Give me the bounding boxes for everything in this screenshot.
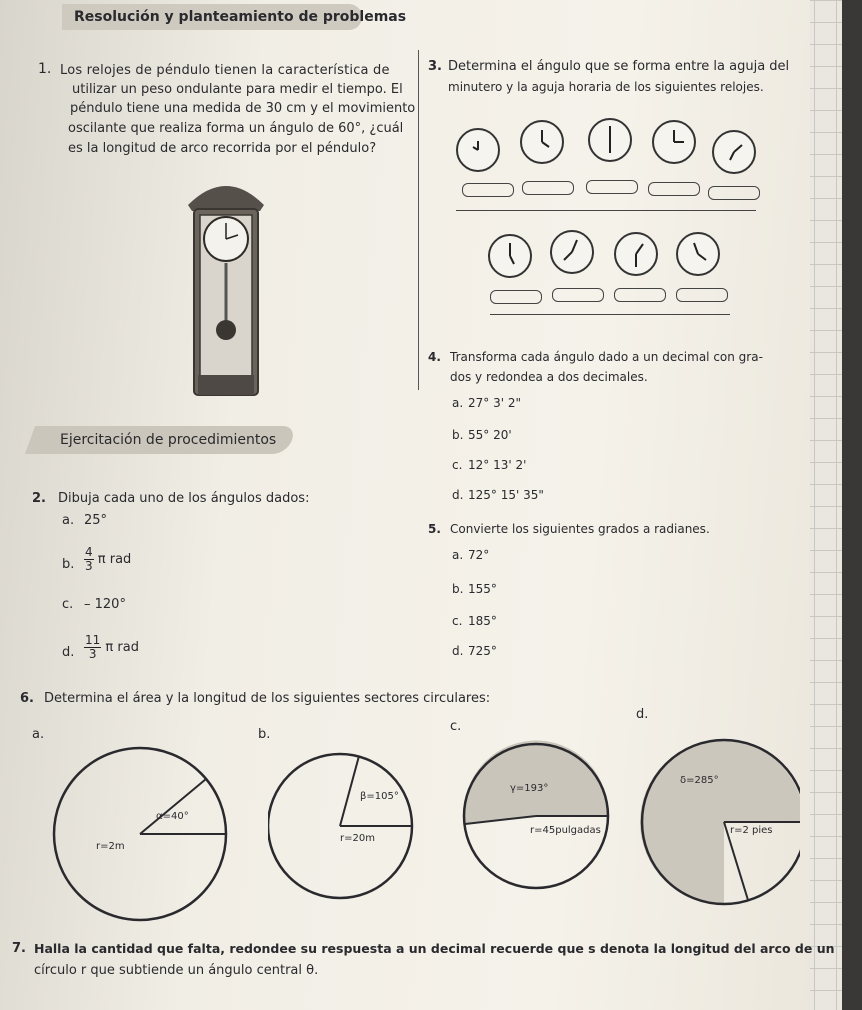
answer-box[interactable] [586, 180, 638, 194]
pendulum-clock-illustration [180, 175, 272, 405]
problem2-number: 2. [32, 491, 46, 506]
angle-unit: π rad [105, 640, 139, 655]
sector-radius: r=20m [340, 833, 375, 844]
problem6-text: Determina el área y la longitud de los siguientes sectores circulares: [44, 691, 491, 706]
item-label: b. [452, 582, 464, 596]
sector-diagram-d [640, 726, 800, 916]
angle-value: 155° [468, 582, 497, 596]
item-label: d. [452, 644, 464, 658]
answer-box[interactable] [614, 288, 666, 302]
problem1-number: 1. [38, 61, 52, 77]
problem3-number: 3. [428, 59, 442, 74]
angle-value: 72° [468, 548, 490, 562]
problem6-number: 6. [20, 691, 34, 706]
angle-value: 27° 3' 2" [468, 396, 521, 410]
problem4-line: dos y redondea a dos decimales. [450, 370, 648, 384]
problem3-line: Determina el ángulo que se forma entre la aguja del [448, 59, 790, 74]
problem4-number: 4. [428, 350, 441, 364]
angle-value-fraction [84, 546, 131, 573]
problem1-line: péndulo tiene una medida de 30 cm y el movimiento [70, 101, 416, 116]
answer-box[interactable] [648, 182, 700, 196]
answer-line [456, 210, 756, 211]
angle-value: 55° 20' [468, 428, 512, 442]
sector-label: c. [450, 719, 462, 734]
problem4-line: Transforma cada ángulo dado a un decimal con gra- [450, 350, 763, 364]
problem7-line: círculo r que subtiende un ángulo central θ. [34, 963, 319, 978]
angle-value: 185° [468, 614, 497, 628]
item-label: c. [62, 597, 74, 612]
answer-box[interactable] [676, 288, 728, 302]
sector-radius: r=45pulgadas [530, 825, 601, 836]
sector-angle: α=40° [156, 811, 189, 822]
clock-face [456, 128, 500, 172]
sector-angle: γ=193° [510, 783, 549, 794]
item-label: d. [62, 645, 75, 660]
sector-diagram-c [460, 734, 610, 904]
fraction-denominator: 3 [85, 559, 93, 573]
clock-face [652, 120, 696, 164]
answer-box[interactable] [462, 183, 514, 197]
item-label: a. [452, 396, 464, 410]
answer-line [490, 314, 730, 315]
problem3-line: minutero y la aguja horaria de los siguientes relojes. [448, 80, 764, 94]
item-label: c. [452, 614, 463, 628]
sector-radius: r=2m [96, 841, 125, 852]
section-title: Ejercitación de procedimientos [60, 432, 277, 448]
problem2-text: Dibuja cada uno de los ángulos dados: [58, 491, 310, 506]
column-divider [418, 50, 419, 390]
angle-value: 125° 15' 35" [468, 488, 544, 502]
angle-value: 725° [468, 644, 497, 658]
item-label: b. [452, 428, 464, 442]
page-title: Resolución y planteamiento de problemas [74, 9, 407, 25]
angle-unit: π rad [97, 552, 132, 567]
answer-box[interactable] [522, 181, 574, 195]
clock-face [488, 234, 532, 278]
answer-box[interactable] [552, 288, 604, 302]
sector-angle: δ=285° [680, 775, 719, 786]
problem1-line: oscilante que realiza forma un ángulo de 60°, ¿cuál [68, 121, 404, 136]
sector-diagram-a [40, 746, 240, 926]
item-label: a. [452, 548, 464, 562]
sector-radius: r=2 pies [730, 825, 773, 836]
item-label: b. [62, 557, 75, 572]
angle-value-fraction [84, 634, 139, 661]
item-label: a. [62, 513, 75, 528]
clock-face [520, 120, 564, 164]
problem1-line: utilizar un peso ondulante para medir el tiempo. El [72, 82, 403, 97]
sector-label: a. [32, 727, 45, 742]
sector-label: b. [258, 727, 271, 742]
sector-label: d. [636, 707, 649, 722]
problem1-line: es la longitud de arco recorrida por el péndulo? [68, 141, 377, 156]
clock-face [588, 118, 632, 162]
problem7-number: 7. [12, 941, 26, 956]
angle-value: 25° [84, 513, 108, 528]
clock-face [676, 232, 720, 276]
fraction-numerator: 4 [85, 545, 93, 559]
item-label: c. [452, 458, 463, 472]
item-label: d. [452, 488, 464, 502]
problem1-line: Los relojes de péndulo tienen la característica de [60, 63, 390, 78]
problem7-line: Halla la cantidad que falta, redondee su respuesta a un decimal recuerde que s denota la longitud del arco de un [34, 941, 835, 956]
dark-edge [842, 0, 862, 1010]
clock-face [550, 230, 594, 274]
fraction-numerator: 11 [85, 633, 101, 647]
angle-value: – 120° [84, 597, 126, 612]
answer-box[interactable] [708, 186, 760, 200]
clock-face [614, 232, 658, 276]
problem5-text: Convierte los siguientes grados a radianes. [450, 522, 710, 536]
problem5-number: 5. [428, 522, 441, 536]
clock-face [712, 130, 756, 174]
angle-value: 12° 13' 2' [468, 458, 527, 472]
fraction-denominator: 3 [88, 647, 97, 661]
sector-angle: β=105° [360, 791, 399, 802]
answer-box[interactable] [490, 290, 542, 304]
